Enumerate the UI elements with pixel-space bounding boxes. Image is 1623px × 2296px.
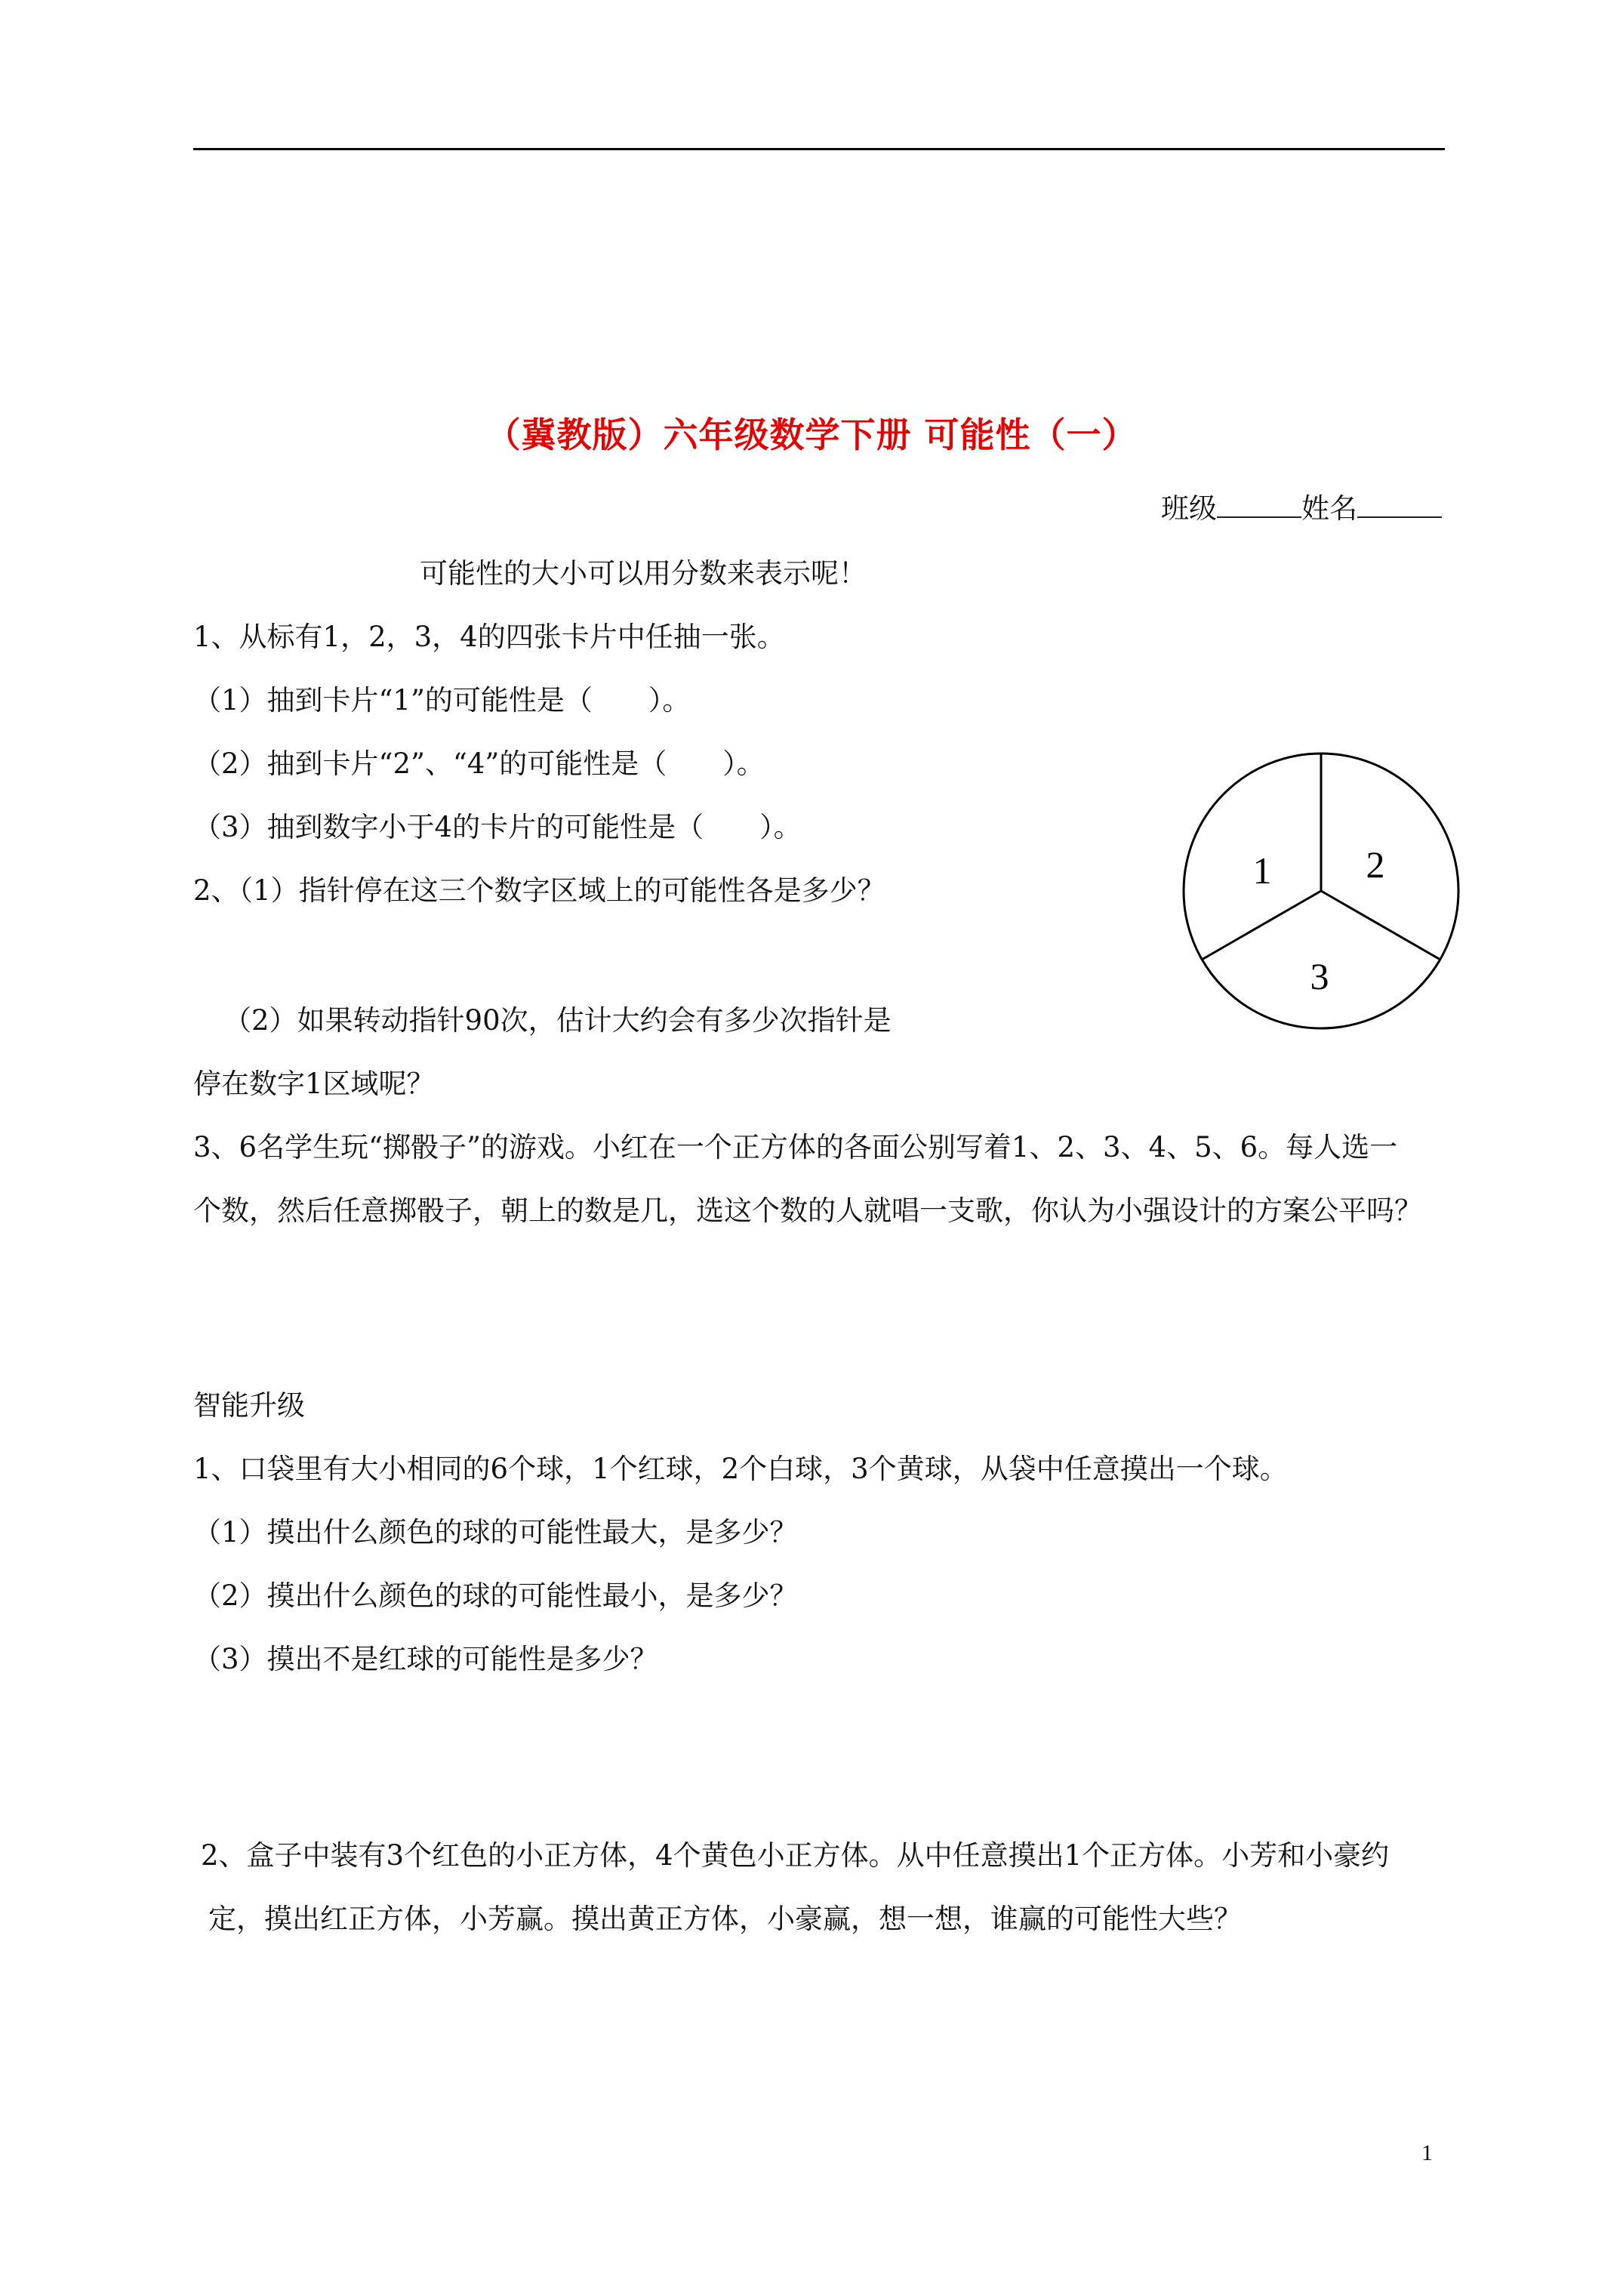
name-label: 姓名 [1301,492,1357,525]
spinner-label-3: 3 [1310,955,1329,997]
worksheet-title: （冀教版）六年级数学下册 可能性（一） [485,415,1138,455]
q1-part2: （2）抽到卡片“2”、“4”的可能性是（ ）。 [193,747,765,780]
q2-part2-line1: （2）如果转动指针90次，估计大约会有多少次指针是 [223,1004,892,1037]
spinner-label-1: 1 [1252,849,1272,892]
header-rule [193,148,1445,150]
name-blank[interactable] [1357,494,1442,518]
upgrade-q1-part2: （2）摸出什么颜色的球的可能性最小，是多少？ [193,1579,798,1612]
class-blank[interactable] [1217,494,1301,518]
spinner-label-2: 2 [1366,843,1385,886]
class-name-row [1161,492,1442,525]
q1-part3: （3）抽到数字小于4的卡片的可能性是（ ）。 [193,811,802,843]
q2-part1: 2、（1）指针停在这三个数字区域上的可能性各是多少？ [193,874,885,907]
upgrade-q1-part3: （3）摸出不是红球的可能性是多少？ [193,1643,658,1675]
spinner-divider-right [1321,891,1440,960]
q1-stem: 1、从标有1，2，3，4的四张卡片中任抽一张。 [193,621,785,653]
page-number: 1 [1421,2140,1433,2165]
q1-part1: （1）抽到卡片“1”的可能性是（ ）。 [193,684,691,717]
q3-line2: 个数，然后任意掷骰子，朝上的数是几，选这个数的人就唱一支歌，你认为小强设计的方案公平吗？ [193,1194,1422,1227]
upgrade-q2-line2: 定，摸出红正方体，小芳赢。摸出黄正方体，小豪赢，想一想，谁赢的可能性大些？ [208,1903,1242,1935]
spinner-diagram [1178,747,1464,1034]
upgrade-q2-line1: 2、盒子中装有3个红色的小正方体，4个黄色小正方体。从中任意摸出1个正方体。小芳和小豪约 [201,1839,1390,1872]
q2-part2-line2: 停在数字1区域呢？ [193,1068,435,1100]
intro-text: 可能性的大小可以用分数来表示呢！ [420,557,867,590]
upgrade-heading: 智能升级 [193,1389,305,1422]
spinner-divider-left [1202,891,1321,960]
class-label: 班级 [1161,492,1217,525]
upgrade-q1-stem: 1、口袋里有大小相同的6个球，1个红球，2个白球，3个黄球，从袋中任意摸出一个球。 [193,1453,1288,1485]
upgrade-q1-part1: （1）摸出什么颜色的球的可能性最大，是多少？ [193,1516,798,1549]
q3-line1: 3、6名学生玩“掷骰子”的游戏。小红在一个正方体的各面公别写着1、2、3、4、5、6。每人选一 [193,1131,1398,1163]
